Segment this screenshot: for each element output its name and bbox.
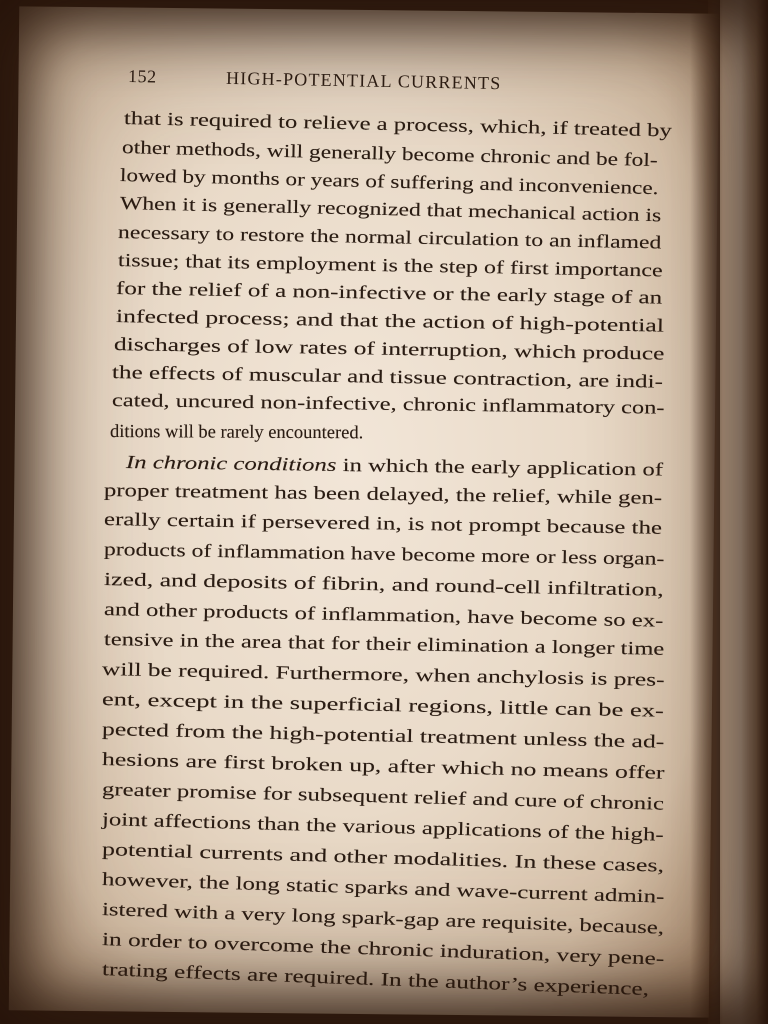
text-line: When it is generally recognized that mechanical action is [119, 194, 662, 227]
text-line: products of inflammation have become more or less organ- [103, 540, 665, 570]
text-line: ditions will be rarely encountered. [109, 422, 364, 444]
text-line: tensive in the area that for their elimination a longer time [103, 630, 665, 660]
text-line: proper treatment has been delayed, the relief, while gen- [103, 481, 663, 509]
text-line: ized, and deposits of fibrin, and round-cell infiltration, [103, 570, 664, 601]
text-line: in order to overcome the chronic induration, very pene- [101, 930, 665, 970]
page-number: 152 [127, 66, 157, 87]
text-line: pected from the high-potential treatment unless the ad- [101, 720, 665, 753]
text-line: for the relief of a non-infective or the early stage of an [115, 279, 663, 309]
text-line: tissue; that its employment is the step of first importance [117, 251, 663, 282]
text-line: greater promise for subsequent relief and cure of chronic [101, 780, 665, 815]
italic-run-in: In chronic conditions [125, 453, 337, 476]
text-line: lowed by months or years of suffering and inconvenience. [119, 166, 659, 200]
text-run: in which the early application of [336, 455, 664, 481]
text-line: cated, uncured non-infective, chronic inflammatory con- [111, 391, 665, 419]
running-head: HIGH-POTENTIAL CURRENTS [225, 67, 502, 94]
text-line: necessary to restore the normal circulation to an inflamed [117, 223, 662, 254]
text-line: hesions are first broken up, after which no means offer [101, 750, 665, 784]
text-line: trating effects are required. In the author’s experience, [101, 960, 650, 1001]
text-line: istered with a very long spark-gap are requisite, because, [101, 900, 665, 939]
text-line: will be required. Furthermore, when anchylosis is pres- [101, 660, 665, 691]
text-line: joint affections than the various applications of the high- [101, 810, 664, 846]
text-line: and other products of inflammation, have become so ex- [103, 600, 664, 632]
text-line: other methods, will generally become chronic and be fol- [121, 138, 658, 172]
text-line: infected process; and that the action of high-potential [115, 307, 665, 337]
text-line: however, the long static sparks and wave-current admin- [101, 870, 665, 908]
text-line: that is required to relieve a process, which, if treated by [123, 109, 673, 142]
text-line: erally certain if persevered in, is not prompt because the [103, 510, 663, 539]
text-line [126, 452, 663, 481]
text-line: ent, except in the superficial regions, little can be ex- [101, 690, 665, 722]
text-line: discharges of low rates of interruption, which produce [113, 335, 665, 365]
text-line: the effects of muscular and tissue contraction, are indi- [111, 363, 664, 393]
text-line: potential currents and other modalities. In these cases, [101, 840, 665, 877]
